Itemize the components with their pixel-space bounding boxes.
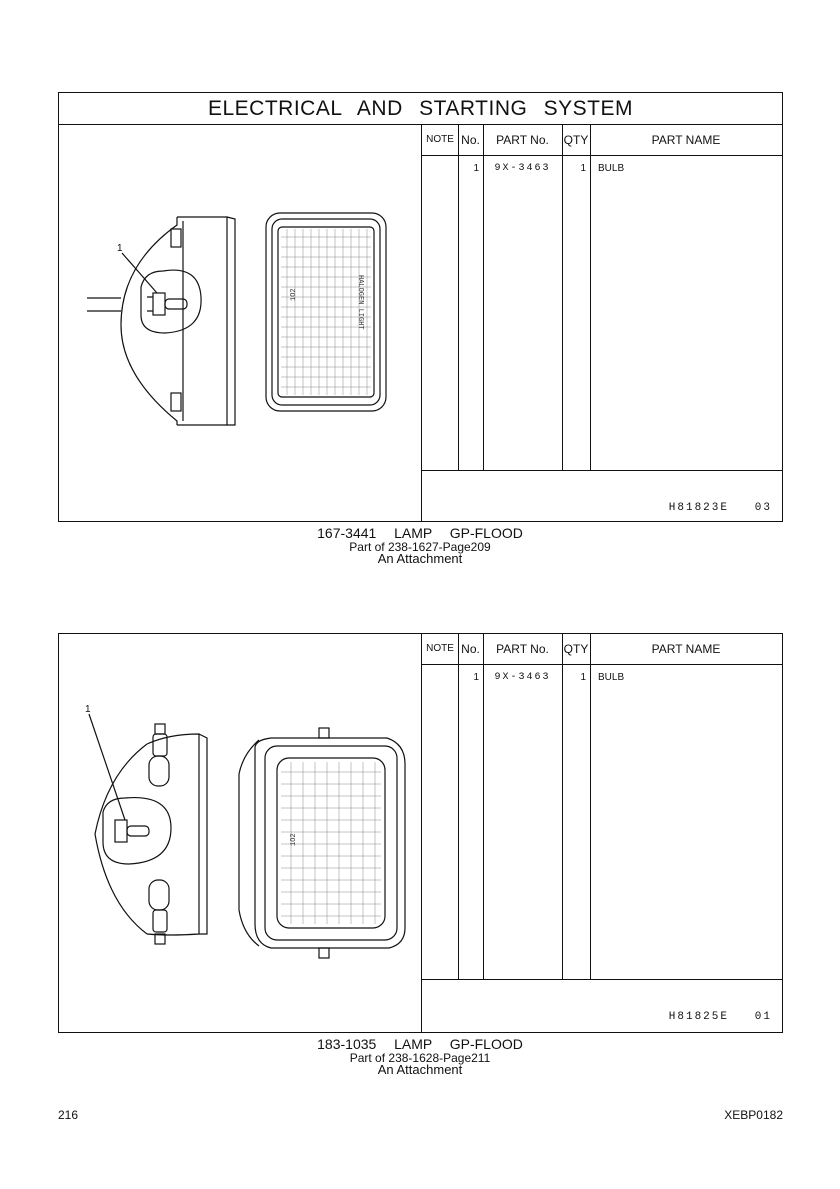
column-divider: [562, 125, 563, 470]
svg-text:1O2: 1O2: [290, 833, 298, 846]
svg-text:HALOGEN LIGHT: HALOGEN LIGHT: [356, 275, 364, 330]
caption-part-of: Part of 238-1628-Page211: [349, 1051, 491, 1065]
header-part-name: PART NAME: [590, 125, 782, 156]
row-part-name: BULB: [598, 672, 625, 683]
caption-type: An Attachment: [377, 551, 463, 566]
row-no: 1: [473, 163, 479, 174]
column-divider: [590, 125, 591, 470]
column-divider: [458, 634, 459, 979]
column-divider: [483, 634, 484, 979]
illustration-code: H81825E 01: [668, 1011, 772, 1023]
section-title: ELECTRICAL AND STARTING SYSTEM: [59, 93, 782, 125]
caption-2: [0, 1036, 840, 1076]
row-qty: 1: [580, 672, 586, 683]
row-no: 1: [473, 672, 479, 683]
caption-type: An Attachment: [377, 1062, 463, 1077]
header-rule: [422, 155, 782, 156]
flood-lamp-drawing-2: [59, 634, 421, 1032]
header-no: No.: [458, 634, 483, 665]
header-note: NOTE: [422, 634, 458, 665]
lamp-illustration-2: [59, 634, 422, 1032]
table-footer-rule: [422, 470, 782, 471]
row-part-no: 9X-3463: [494, 672, 551, 683]
table-footer-rule: [422, 979, 782, 980]
flood-lamp-drawing-1: [59, 125, 421, 521]
column-divider: [483, 125, 484, 470]
page-number: 216: [58, 1108, 79, 1122]
callout-1: 1: [85, 704, 91, 715]
header-note: NOTE: [422, 125, 458, 156]
caption-part-of: Part of 238-1627-Page209: [349, 540, 491, 554]
header-qty: QTY: [562, 634, 590, 665]
header-part-name: PART NAME: [590, 634, 782, 665]
column-divider: [590, 634, 591, 979]
header-qty: QTY: [562, 125, 590, 156]
header-part-no: PART No.: [483, 634, 562, 665]
column-divider: [458, 125, 459, 470]
document-code: XEBP0182: [724, 1108, 783, 1122]
header-rule: [422, 664, 782, 665]
row-qty: 1: [580, 163, 586, 174]
parts-panel-1: [58, 92, 783, 522]
lamp-illustration-1: [59, 125, 422, 521]
header-no: No.: [458, 125, 483, 156]
row-part-no: 9X-3463: [494, 163, 551, 174]
caption-title: 167-3441 LAMP GP-FLOOD: [317, 525, 523, 541]
header-part-no: PART No.: [483, 125, 562, 156]
caption-1: [0, 525, 840, 565]
column-divider: [562, 634, 563, 979]
caption-title: 183-1035 LAMP GP-FLOOD: [317, 1036, 523, 1052]
svg-text:1O2: 1O2: [290, 288, 298, 301]
parts-list-2: [422, 634, 782, 1032]
parts-panel-2: [58, 633, 783, 1033]
callout-1: 1: [117, 243, 123, 254]
illustration-code: H81823E 03: [668, 502, 772, 514]
row-part-name: BULB: [598, 163, 625, 174]
parts-list-1: [422, 125, 782, 521]
